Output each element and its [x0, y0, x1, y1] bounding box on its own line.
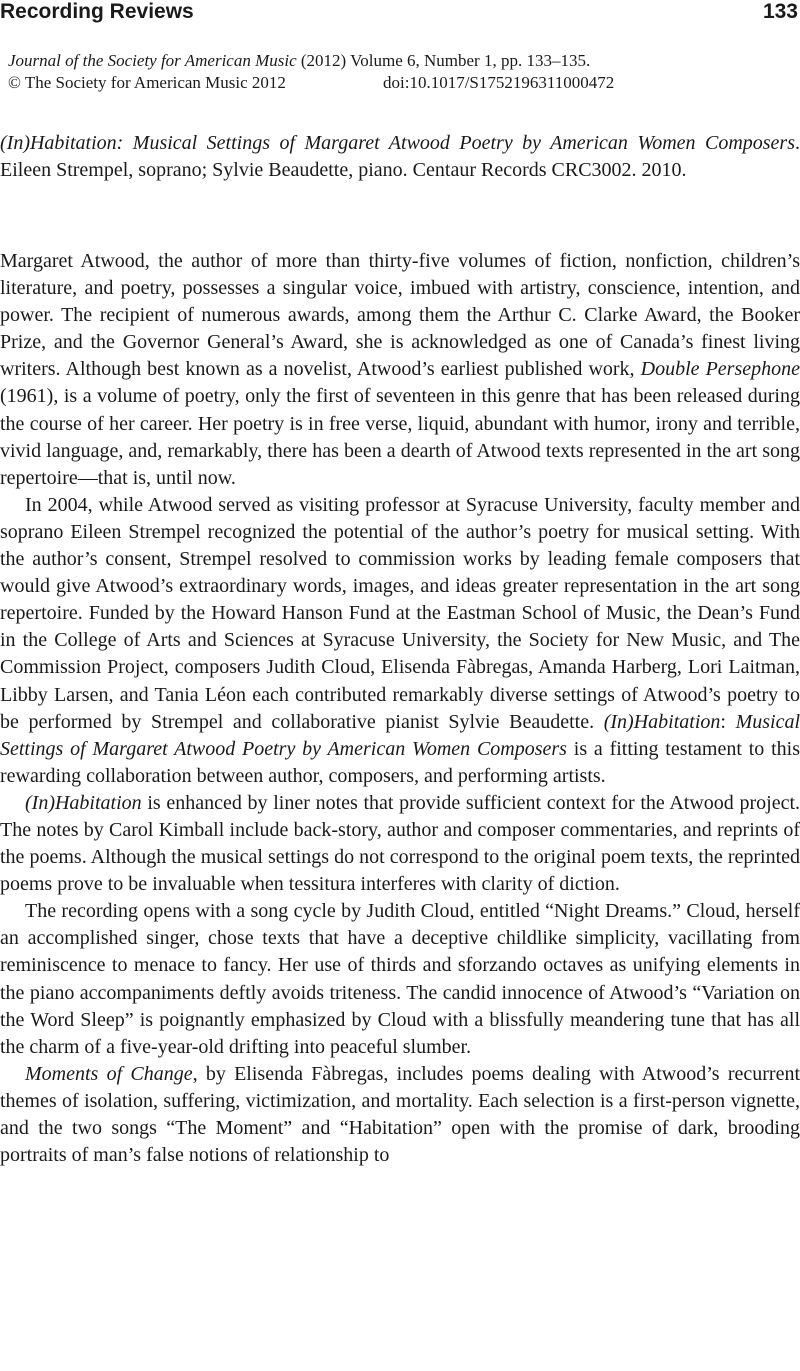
paragraph-1: [0, 248, 800, 492]
doi: doi:10.1017/S1752196311000472: [383, 73, 615, 92]
recording-title: (In)Habitation: Musical Settings of Margaret Atwood Poetry by American Women Composers: [0, 132, 795, 154]
journal-citation-line: [8, 50, 788, 72]
paragraph-2: [0, 492, 800, 790]
paragraph-2-colon: :: [720, 710, 736, 733]
copyright: © The Society for American Music 2012: [8, 73, 286, 92]
paragraph-1-text-c: (1961), is a volume of poetry, only the first of seventeen in this genre that has been released during the course of her career. Her poetry is in free verse, liquid, abundant with humor, irony and terrible, vivid language, and, remarkably, there has been a dearth of Atwood texts represented in the art song repertoire—that is, until now.: [0, 385, 800, 489]
journal-name: Journal of the Society for American Music: [8, 51, 297, 70]
paragraph-5-text-b: , by Elisenda Fàbregas, includes poems dealing with Atwood’s recurrent themes of isolation, suffering, victimization, and mortality. Each selection is a first-person vignette, and the two songs “The Moment” and “Habitation” open with the promise of dark, brooding portraits of man’s false notions of relationship to: [0, 1062, 800, 1167]
paragraph-4-text: The recording opens with a song cycle by Judith Cloud, entitled “Night Dreams.” Cloud, herself an accomplished singer, chose texts that have a deceptive childlike simplicity, vacillating from reminiscence to menace to fancy. Her use of thirds and sforzando octaves as unifying elements in the piano accompaniments deftly avoids triteness. The candid innocence of Atwood’s “Variation on the Word Sleep” is poignantly emphasized by Cloud with a blissfully meandering tune that has all the charm of a five-year-old drifting into peaceful slumber.: [0, 900, 800, 1058]
running-head: [0, 0, 800, 24]
section-title: Recording Reviews: [0, 0, 194, 23]
journal-info: [8, 50, 788, 94]
album-title-inhabitation-2: (In)Habitation: [25, 791, 142, 814]
paragraph-1-text-a: Margaret Atwood, the author of more than thirty-five volumes of fiction, nonfiction, children’s literature, and poetry, possesses a singular voice, imbued with artistry, conscience, intention, and power. The recipient of numerous awards, among them the Arthur C. Clarke Award, the Booker Prize, and the Governor General’s Award, she is acknowledged as one of Canada’s finest living writers. Although best known as a novelist, Atwood’s earliest published work,: [0, 250, 800, 381]
paragraph-2-text-e: is a fitting testament to this rewarding collaboration between author, composers, and performing artists.: [0, 737, 800, 787]
album-title-inhabitation: (In)Habitation: [603, 710, 721, 733]
journal-details: (2012) Volume 6, Number 1, pp. 133–135.: [296, 51, 591, 70]
book-title-double-persephone: Double Persephone: [640, 358, 800, 381]
paragraph-3: [0, 790, 800, 898]
review-body: [0, 248, 800, 1169]
album-subtitle: Musical Settings of Margaret Atwood Poetry by American Women Composers: [0, 710, 800, 760]
recording-details: . Eileen Strempel, soprano; Sylvie Beaudette, piano. Centaur Records CRC3002. 2010.: [0, 132, 800, 181]
recording-citation: [0, 130, 800, 184]
work-title-moments-of-change: Moments of Change: [25, 1062, 193, 1085]
paragraph-2-text-a: In 2004, while Atwood served as visiting professor at Syracuse University, faculty member and soprano Eileen Strempel recognized the potential of the author’s poetry for musical setting. With the author’s consent, Strempel resolved to commission works by leading female composers that would give Atwood’s extraordinary words, images, and ideas greater representation in the art song repertoire. Funded by the Howard Hanson Fund at the Eastman School of Music, the Dean’s Fund in the College of Arts and Sciences at Syracuse University, the Society for New Music, and The Commission Project, composers Judith Cloud, Elisenda Fàbregas, Amanda Harberg, Lori Laitman, Libby Larsen, and Tania Léon each contributed remarkably diverse settings of Atwood’s poetry to be performed by Strempel and collaborative pianist Sylvie Beaudette.: [0, 493, 800, 733]
paragraph-5: [0, 1061, 800, 1169]
paragraph-3-text-b: is enhanced by liner notes that provide sufficient context for the Atwood project. The notes by Carol Kimball include back-story, author and composer commentaries, and reprints of the poems. Although the musical settings do not correspond to the original poem texts, the reprinted poems prove to be invaluable when tessitura interferes with clarity of diction.: [0, 791, 800, 896]
page-number: 133: [762, 0, 798, 23]
paragraph-4: [0, 898, 800, 1061]
